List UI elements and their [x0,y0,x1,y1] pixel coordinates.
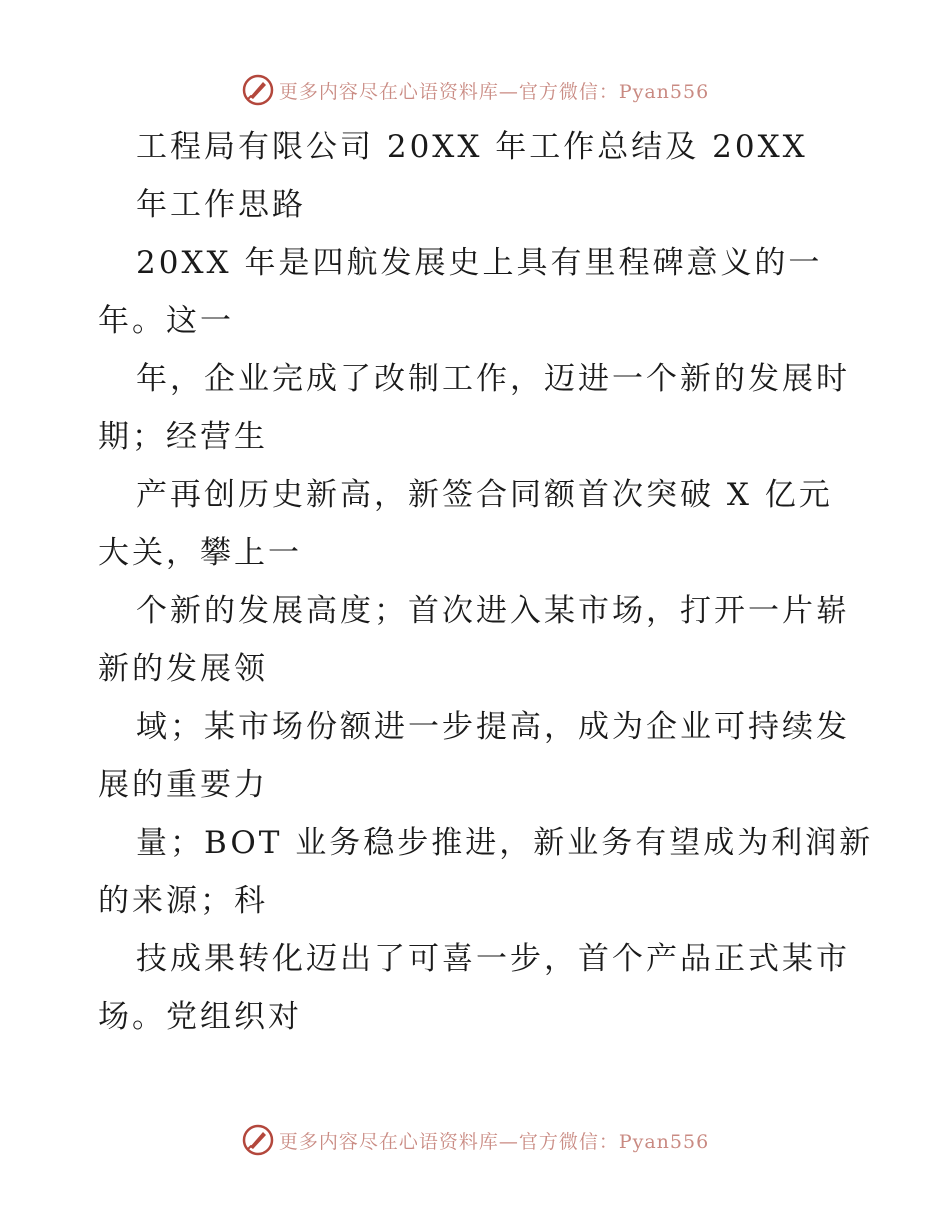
watermark-text: 更多内容尽在心语资料库—官方微信：Pyan556 [278,1130,710,1153]
paragraph-line: 量；BOT 业务稳步推进，新业务有望成为利润新 [136,825,874,861]
paragraph-line: 展的重要力 [98,767,268,803]
paragraph-line: 年，企业完成了改制工作，迈进一个新的发展时 [136,361,850,397]
paragraph-line: 20XX 年是四航发展史上具有里程碑意义的一 [136,245,823,281]
paragraph-line: 新的发展领 [98,651,268,687]
header-watermark [0,70,950,110]
title-line-1: 工程局有限公司 20XX 年工作总结及 20XX [136,129,808,165]
paragraph-line: 大关，攀上一 [98,535,302,571]
quill-pen-logo-icon [241,1123,275,1157]
paragraph-line: 技成果转化迈出了可喜一步，首个产品正式某市 [136,941,850,977]
paragraph-line: 个新的发展高度；首次进入某市场，打开一片崭 [136,593,850,629]
paragraph-line: 产再创历史新高，新签合同额首次突破 X 亿元 [136,477,833,513]
paragraph-line: 年。这一 [98,303,234,339]
paragraph-line: 的来源；科 [98,883,268,919]
watermark-text: 更多内容尽在心语资料库—官方微信：Pyan556 [278,80,710,103]
paragraph-line: 域；某市场份额进一步提高，成为企业可持续发 [136,709,850,745]
footer-watermark [0,1120,950,1160]
paragraph-line: 场。党组织对 [98,999,302,1035]
document-body [98,118,874,1046]
paragraph-line: 期；经营生 [98,419,268,455]
title-line-2: 年工作思路 [136,187,306,223]
quill-pen-logo-icon [241,73,275,107]
